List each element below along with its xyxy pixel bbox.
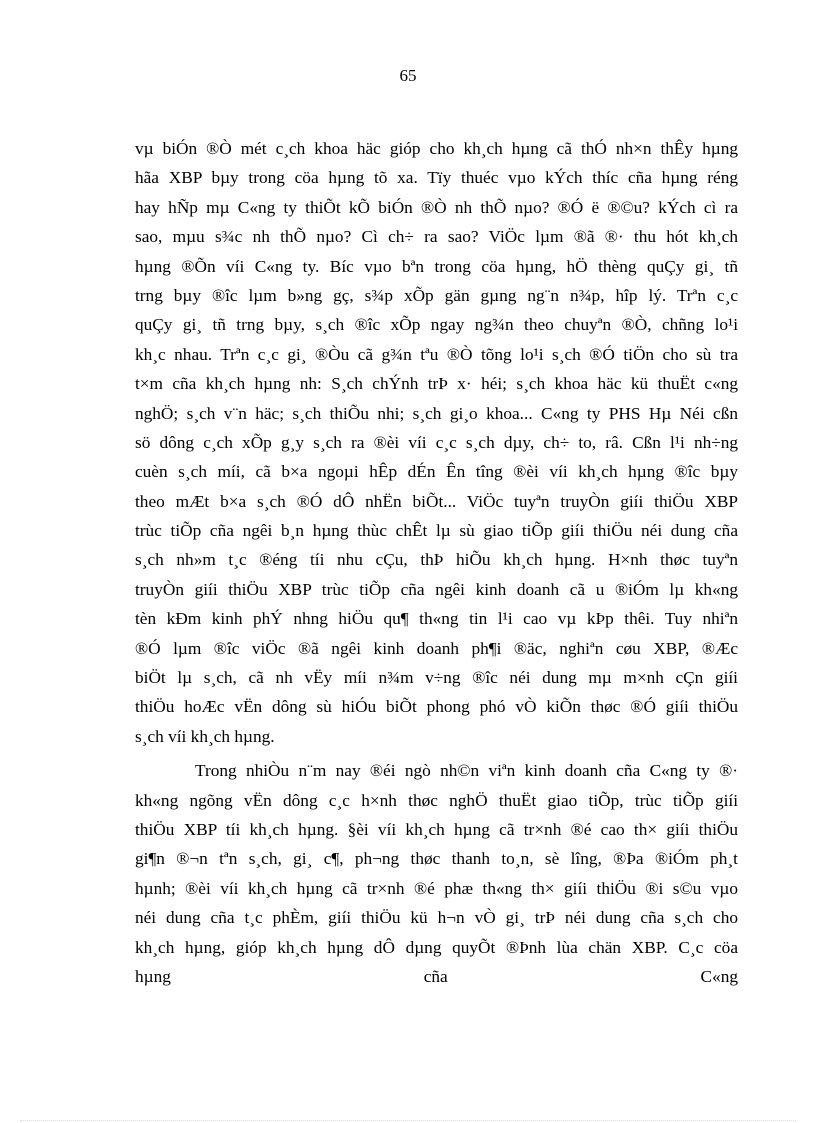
- text-line: trng bµy ®îc lµm b»ng gç, s¾p xÕp gän gµng ng¨n n¾p, hîp lý. Trªn c¸c: [135, 285, 738, 305]
- text-line: vµ biÓn ®Ò mét c¸ch khoa häc gióp cho kh¸ch hµng cã thÓ nh×n thÊy hµng: [135, 139, 738, 158]
- text-line: Trong nhiÒu n¨m nay ®éi ngò nh©n viªn kinh doanh cña C«ng ty ®·: [195, 761, 738, 781]
- text-line: truyÒn giíi thiÖu XBP trùc tiÕp cña ngêi kinh doanh cã u ®iÓm lµ kh«ng: [135, 579, 738, 599]
- paragraph-1: [135, 134, 738, 751]
- text-line: kh¸c nhau. Trªn c¸c gi¸ ®Òu cã g¾n tªu ®Ò tõng lo¹i s¸ch ®Ó tiÖn cho sù tra: [135, 344, 738, 364]
- text-line: hµnh; ®èi víi kh¸ch hµng cã tr×nh ®é phæ th«ng th× giíi thiÖu ®i s©u vµo: [135, 878, 738, 898]
- text-line: sao, mµu s¾c nh thÕ nµo? Cì ch÷ ra sao? ViÖc lµm ®ã ®· thu hót kh¸ch: [135, 227, 738, 247]
- text-line: hay hÑp mµ C«ng ty thiÕt kÕ biÓn ®Ò nh thÕ nµo? ®Ó ë ®©u? kÝch cì ra: [135, 197, 738, 217]
- text-line: hµng ®Õn víi C«ng ty. Bíc vµo bªn trong cöa hµng, hÖ thèng quÇy gi¸ tñ: [135, 256, 738, 276]
- text-line: nghÖ; s¸ch v¨n häc; s¸ch thiÕu nhi; s¸ch gi¸o khoa... C«ng ty PHS Hµ Néi cßn: [135, 403, 738, 423]
- text-line: cuèn s¸ch míi, cã b×a ngoµi hÊp dÉn Ên tîng ®èi víi kh¸ch hµng ®îc bµy: [135, 462, 738, 482]
- text-line: t×m cña kh¸ch hµng nh: S¸ch chÝnh trÞ x· héi; s¸ch khoa häc kü thuËt c«ng: [135, 374, 738, 394]
- text-line: kh«ng ngõng vËn dông c¸c h×nh thøc nghÖ thuËt giao tiÕp, trùc tiÕp giíi: [135, 790, 738, 810]
- page-bottom-divider: [20, 1120, 796, 1121]
- text-line: néi dung cña t¸c phÈm, giíi thiÖu kü h¬n vÒ gi¸ trÞ néi dung cña s¸ch cho: [135, 908, 738, 928]
- page-number: 65: [399, 66, 417, 85]
- text-line: quÇy gi¸ tñ trng bµy, s¸ch ®îc xÕp ngay ng¾n theo chuyªn ®Ò, chñng lo¹i: [135, 315, 738, 335]
- text-line: tèn kÐm kinh phÝ nhng hiÖu qu¶ th«ng tin l¹i cao vµ kÞp thêi. Tuy nhiªn: [135, 609, 738, 629]
- text-line: thiÖu XBP tíi kh¸ch hµng. §èi víi kh¸ch hµng cã tr×nh ®é cao th× giíi thiÖu: [135, 819, 738, 839]
- text-line: trùc tiÕp cña ngêi b¸n hµng thùc chÊt lµ sù giao tiÕp giíi thiÖu néi dung cña: [135, 521, 738, 541]
- paragraph-2: [135, 756, 738, 991]
- text-line: thiÖu hoÆc vËn dông sù hiÓu biÕt phong phó vÒ kiÕn thøc ®Ó giíi thiÖu: [135, 697, 738, 717]
- text-line: sö dông c¸ch xÕp g¸y s¸ch ra ®èi víi c¸c s¸ch dµy, ch÷ to, râ. Cßn l¹i nh÷ng: [135, 432, 738, 452]
- text-line: biÖt lµ s¸ch, cã nh vËy míi n¾m v÷ng ®îc néi dung mµ m×nh cÇn giíi: [135, 668, 738, 688]
- text-line: gi¶n ®¬n tªn s¸ch, gi¸ c¶, ph¬ng thøc thanh to¸n, sè lîng, ®Þa ®iÓm ph¸t: [135, 849, 738, 869]
- text-line: ®Ó lµm ®îc viÖc ®ã ngêi kinh doanh ph¶i ®äc, nghiªn cøu XBP, ®Æc: [135, 638, 738, 658]
- text-line: s¸ch nh»m t¸c ®éng tíi nhu cÇu, thÞ hiÕu kh¸ch hµng. H×nh thøc tuyªn: [135, 550, 738, 570]
- text-line: kh¸ch hµng, gióp kh¸ch hµng dÔ dµng quyÕt ®Þnh lùa chän XBP. C¸c cöa: [135, 937, 738, 957]
- text-line: hãa XBP bµy trong cöa hµng tõ xa. Tïy thuéc vµo kÝch thíc cña hµng réng: [135, 168, 738, 188]
- text-line: s¸ch víi kh¸ch hµng.: [135, 726, 275, 746]
- text-line: hµng cña C«ng: [135, 966, 738, 986]
- body-text: [135, 134, 738, 991]
- text-line: theo mÆt b×a s¸ch ®Ó dÔ nhËn biÕt... ViÖc tuyªn truyÒn giíi thiÖu XBP: [135, 491, 738, 511]
